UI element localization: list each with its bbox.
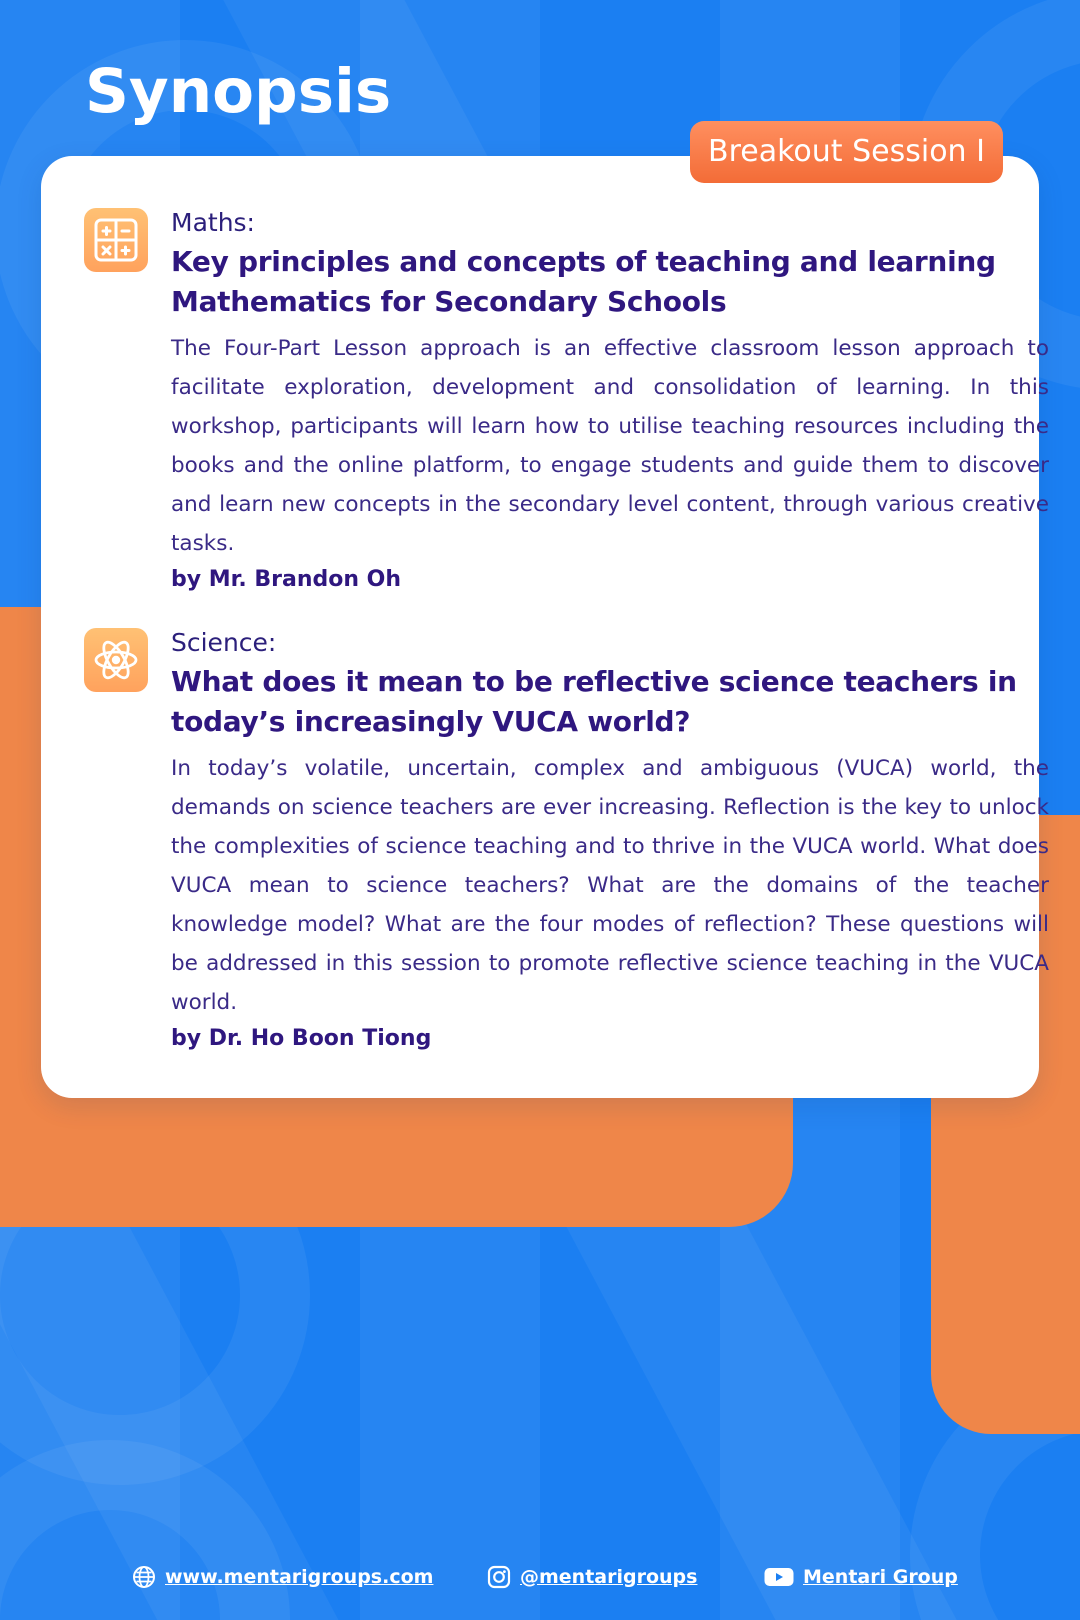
instagram-icon (486, 1564, 512, 1590)
session-speaker: by Mr. Brandon Oh (171, 567, 402, 593)
session-title: What does it mean to be reflective science teachers in today’s increasingly VUCA world? (171, 665, 1017, 739)
session-subject: Maths: (171, 208, 255, 237)
website-label: www.mentarigroups.com (165, 1565, 434, 1588)
session-description: In today’s volatile, uncertain, complex and ambiguous (VUCA) world, the demands on science teachers are ever increasing. Reflection is the key to unlock the complexities of science teaching and to thrive in the VUCA world. What does VUCA mean to science teachers? What are the domains of the teacher knowledge model? What are the four modes of reflection? These questions will be addressed in this session to promote reflective science teaching in the VUCA world. (171, 756, 1049, 1016)
youtube-label: Mentari Group (803, 1565, 958, 1588)
session-title: Key principles and concepts of teaching and learning Mathematics for Secondary Schools (171, 245, 996, 319)
instagram-label: @mentarigroups (520, 1565, 698, 1588)
session-badge: Breakout Session I (690, 121, 1003, 183)
session-description: The Four-Part Lesson approach is an effective classroom lesson approach to facilitate exploration, development and consolidation of learning. In this workshop, participants will learn how to utilise teaching resources including the books and the online platform, to engage students and guide them to discover and learn new concepts in the secondary level content, through various creative tasks. (171, 336, 1049, 557)
calculator-icon (84, 208, 148, 272)
youtube-link[interactable] (763, 1559, 958, 1595)
session-speaker: by Dr. Ho Boon Tiong (171, 1026, 432, 1052)
session-subject: Science: (171, 628, 277, 657)
science-content (171, 628, 1049, 1052)
instagram-link[interactable] (486, 1559, 697, 1595)
maths-content (171, 208, 1049, 593)
atom-icon (84, 628, 148, 692)
youtube-icon (763, 1564, 795, 1590)
page-title: Synopsis (85, 56, 392, 127)
website-link[interactable] (131, 1559, 433, 1595)
synopsis-card (41, 156, 1049, 1098)
globe-icon (131, 1564, 157, 1590)
